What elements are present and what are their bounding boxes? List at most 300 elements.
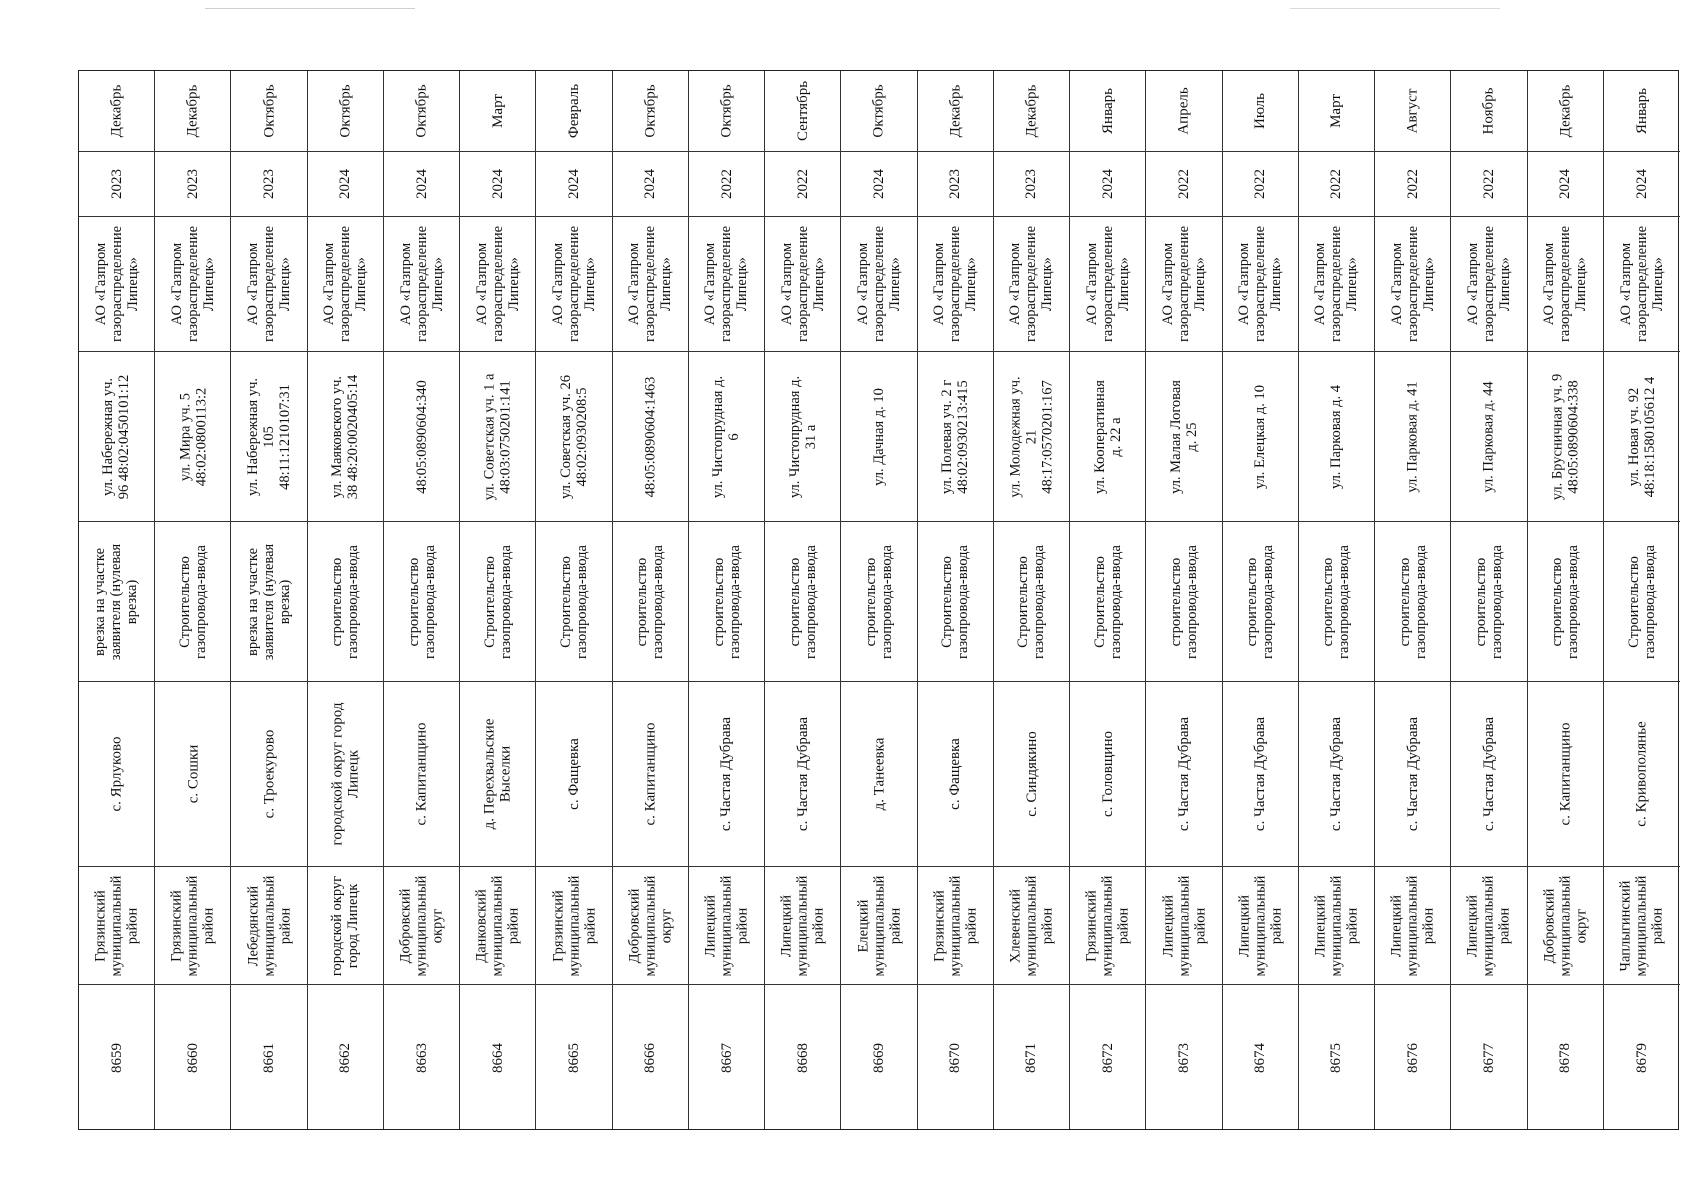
gasification-table (78, 70, 1679, 1130)
cell-year (1451, 151, 1526, 216)
district-text: Данковский муниципальный район (473, 875, 522, 976)
cell-month (79, 71, 154, 151)
cell-work (1604, 521, 1680, 681)
month-text: Октябрь (642, 84, 659, 138)
cell-settlement (1299, 681, 1374, 866)
cell-org (689, 216, 764, 351)
cell-settlement (460, 681, 535, 866)
cell-settlement (689, 681, 764, 866)
cell-address (536, 351, 611, 521)
district-text: Грязинский муниципальный район (931, 875, 980, 976)
year-text: 2024 (566, 169, 583, 199)
cell-address (1223, 351, 1298, 521)
month-text: Декабрь (1557, 84, 1574, 138)
year-text: 2023 (184, 169, 201, 199)
cell-work (1070, 521, 1145, 681)
year-text: 2024 (642, 169, 659, 199)
settlement-text: с. Фащевка (566, 738, 583, 810)
month-text: Сентябрь (794, 80, 811, 142)
district-text: Липецкий муниципальный район (1236, 875, 1285, 976)
num-text: 8673 (1175, 1043, 1192, 1073)
year-text: 2024 (413, 169, 430, 199)
cell-num (308, 984, 383, 1131)
address-text: ул. Елецкая д. 10 (1252, 384, 1269, 489)
table-row (1070, 71, 1146, 1129)
cell-settlement (1451, 681, 1526, 866)
org-text: АО «Газпром газораспределение Липецк» (245, 225, 294, 343)
year-text: 2023 (261, 169, 278, 199)
cell-district (308, 866, 383, 984)
settlement-text: с. Частая Дубрава (1404, 716, 1421, 832)
cell-year (155, 151, 230, 216)
org-text: АО «Газпром газораспределение Липецк» (931, 225, 980, 343)
cell-district (1604, 866, 1680, 984)
cell-settlement (536, 681, 611, 866)
work-text: строительство газопровода-ввода (1244, 544, 1277, 659)
cell-org (1528, 216, 1603, 351)
address-text: ул. Набережная уч. 96 48:02:0450101:12 (100, 374, 133, 499)
address-text: 48:05:0890604:340 (413, 379, 430, 494)
cell-district (994, 866, 1069, 984)
table-row (460, 71, 536, 1129)
cell-year (79, 151, 154, 216)
month-text: Август (1404, 88, 1421, 134)
settlement-text: городской округ город Липецк (329, 702, 362, 846)
org-text: АО «Газпром газораспределение Липецк» (1617, 225, 1666, 343)
month-text: Январь (1099, 88, 1116, 134)
org-text: АО «Газпром газораспределение Липецк» (1083, 225, 1132, 343)
year-text: 2024 (489, 169, 506, 199)
cell-district (1070, 866, 1145, 984)
settlement-text: с. Частая Дубрава (1175, 716, 1192, 832)
year-text: 2022 (1252, 169, 1269, 199)
cell-org (308, 216, 383, 351)
cell-org (155, 216, 230, 351)
settlement-text: д. Перехвальские Выселки (481, 718, 514, 830)
cell-month (1604, 71, 1680, 151)
table-row (155, 71, 231, 1129)
cell-settlement (994, 681, 1069, 866)
cell-org (765, 216, 840, 351)
table-row (1299, 71, 1375, 1129)
cell-district (689, 866, 764, 984)
cell-month (994, 71, 1069, 151)
org-text: АО «Газпром газораспределение Липецк» (778, 225, 827, 343)
num-text: 8662 (337, 1043, 354, 1073)
num-text: 8668 (794, 1043, 811, 1073)
cell-work (460, 521, 535, 681)
cell-work (1451, 521, 1526, 681)
org-text: АО «Газпром газораспределение Липецк» (702, 225, 751, 343)
cell-address (1604, 351, 1680, 521)
table-row (1528, 71, 1604, 1129)
address-text: ул. Чистопрудная д. 31 а (786, 375, 819, 498)
org-text: АО «Газпром газораспределение Липецк» (92, 225, 141, 343)
year-text: 2022 (1480, 169, 1497, 199)
num-text: 8672 (1099, 1043, 1116, 1073)
month-text: Октябрь (718, 84, 735, 138)
settlement-text: с. Сошки (184, 744, 201, 804)
cell-work (994, 521, 1069, 681)
settlement-text: с. Ярлуково (108, 736, 125, 812)
num-text: 8677 (1480, 1043, 1497, 1073)
month-text: Октябрь (870, 84, 887, 138)
cell-num (155, 984, 230, 1131)
cell-work (1146, 521, 1221, 681)
table-row (841, 71, 917, 1129)
table-row (613, 71, 689, 1129)
month-text: Октябрь (261, 84, 278, 138)
cell-org (460, 216, 535, 351)
cell-address (1375, 351, 1450, 521)
year-text: 2022 (1175, 169, 1192, 199)
num-text: 8665 (566, 1043, 583, 1073)
org-text: АО «Газпром газораспределение Липецк» (397, 225, 446, 343)
cell-org (841, 216, 916, 351)
settlement-text: с. Частая Дубрава (1328, 716, 1345, 832)
work-text: строительство газопровода-ввода (710, 544, 743, 659)
num-text: 8661 (261, 1043, 278, 1073)
cell-num (1604, 984, 1680, 1131)
cell-district (918, 866, 993, 984)
table-row (689, 71, 765, 1129)
cell-org (536, 216, 611, 351)
cell-month (1528, 71, 1603, 151)
cell-settlement (841, 681, 916, 866)
org-text: АО «Газпром газораспределение Липецк» (1464, 225, 1513, 343)
num-text: 8667 (718, 1043, 735, 1073)
cell-work (613, 521, 688, 681)
district-text: Липецкий муниципальный район (702, 875, 751, 976)
org-text: АО «Газпром газораспределение Липецк» (626, 225, 675, 343)
address-text: 48:05:0890604:1463 (642, 376, 659, 497)
cell-address (460, 351, 535, 521)
work-text: строительство газопровода-ввода (1320, 544, 1353, 659)
cell-month (841, 71, 916, 151)
cell-settlement (384, 681, 459, 866)
cell-num (1451, 984, 1526, 1131)
num-text: 8676 (1404, 1043, 1421, 1073)
table-row (918, 71, 994, 1129)
table-row (1146, 71, 1222, 1129)
org-text: АО «Газпром газораспределение Липецк» (1312, 225, 1361, 343)
cell-month (1299, 71, 1374, 151)
year-text: 2023 (1023, 169, 1040, 199)
year-text: 2024 (1099, 169, 1116, 199)
cell-num (1070, 984, 1145, 1131)
cell-num (994, 984, 1069, 1131)
cell-district (79, 866, 154, 984)
work-text: строительство газопровода-ввода (863, 544, 895, 659)
cell-address (155, 351, 230, 521)
cell-settlement (918, 681, 993, 866)
num-text: 8664 (489, 1043, 506, 1073)
cell-month (155, 71, 230, 151)
org-text: АО «Газпром газораспределение Липецк» (321, 225, 370, 343)
cell-district (1223, 866, 1298, 984)
cell-num (1146, 984, 1221, 1131)
district-text: Липецкий муниципальный район (1464, 875, 1513, 976)
settlement-text: с. Головщино (1099, 731, 1116, 817)
cell-year (308, 151, 383, 216)
cell-address (1146, 351, 1221, 521)
cell-org (994, 216, 1069, 351)
cell-year (994, 151, 1069, 216)
work-text: строительство газопровода-ввода (634, 544, 667, 659)
cell-address (1528, 351, 1603, 521)
cell-district (536, 866, 611, 984)
settlement-text: с. Частая Дубрава (794, 716, 811, 832)
cell-address (841, 351, 916, 521)
num-text: 8660 (184, 1043, 201, 1073)
cell-month (765, 71, 840, 151)
cell-year (460, 151, 535, 216)
cell-work (231, 521, 306, 681)
table-row (536, 71, 612, 1129)
work-text: Строительство газопровода-ввода (176, 544, 209, 659)
work-text: врезка на участке заявителя (нулевая врезка) (92, 543, 141, 660)
month-text: Июль (1252, 93, 1269, 129)
cell-month (689, 71, 764, 151)
cell-month (536, 71, 611, 151)
month-text: Октябрь (337, 84, 354, 138)
cell-num (613, 984, 688, 1131)
settlement-text: с. Капитанщино (413, 722, 430, 826)
cell-settlement (1146, 681, 1221, 866)
cell-address (1451, 351, 1526, 521)
cell-month (384, 71, 459, 151)
year-text: 2023 (947, 169, 964, 199)
cell-num (384, 984, 459, 1131)
cell-district (1528, 866, 1603, 984)
address-text: ул. Малая Логовая д. 25 (1167, 379, 1200, 494)
cell-district (613, 866, 688, 984)
cell-settlement (1070, 681, 1145, 866)
settlement-text: с. Троекурово (261, 729, 278, 819)
cell-year (1375, 151, 1450, 216)
cell-month (1375, 71, 1450, 151)
cell-num (1223, 984, 1298, 1131)
cell-district (231, 866, 306, 984)
cell-district (460, 866, 535, 984)
settlement-text: д. Танеевка (870, 737, 887, 811)
year-text: 2024 (1633, 169, 1650, 199)
address-text: ул. Молодежная уч. 21 48:17:0570201:167 (1007, 375, 1056, 498)
cell-work (79, 521, 154, 681)
cell-org (1375, 216, 1450, 351)
work-text: Строительство газопровода-ввода (481, 544, 514, 659)
cell-year (384, 151, 459, 216)
work-text: строительство газопровода-ввода (405, 544, 438, 659)
cell-org (1451, 216, 1526, 351)
month-text: Ноябрь (1480, 87, 1497, 135)
work-text: Строительство газопровода-ввода (1091, 544, 1124, 659)
cell-district (1451, 866, 1526, 984)
district-text: Лебедянский муниципальный район (245, 875, 294, 976)
district-text: Липецкий муниципальный район (1312, 875, 1361, 976)
cell-num (231, 984, 306, 1131)
month-text: Январь (1633, 88, 1650, 134)
scan-artifact-line (1290, 8, 1500, 9)
work-text: Строительство газопровода-ввода (939, 544, 972, 659)
cell-num (689, 984, 764, 1131)
district-text: Липецкий муниципальный район (1159, 875, 1208, 976)
address-text: ул. Советская уч. 1 а 48:03:0750201:141 (481, 373, 514, 500)
settlement-text: с. Фащевка (947, 738, 964, 810)
org-text: АО «Газпром газораспределение Липецк» (1388, 225, 1437, 343)
table-row (994, 71, 1070, 1129)
cell-address (765, 351, 840, 521)
cell-settlement (1604, 681, 1680, 866)
num-text: 8671 (1023, 1043, 1040, 1073)
district-text: Липецкий муниципальный район (1388, 875, 1437, 976)
work-text: Строительство газопровода-ввода (558, 544, 591, 659)
cell-year (1070, 151, 1145, 216)
cell-num (1299, 984, 1374, 1131)
year-text: 2022 (718, 169, 735, 199)
cell-district (1146, 866, 1221, 984)
district-text: Грязинский муниципальный район (1083, 875, 1132, 976)
cell-address (1299, 351, 1374, 521)
cell-address (1070, 351, 1145, 521)
cell-month (613, 71, 688, 151)
work-text: строительство газопровода-ввода (329, 544, 362, 659)
year-text: 2022 (1404, 169, 1421, 199)
cell-year (1604, 151, 1680, 216)
cell-month (231, 71, 306, 151)
org-text: АО «Газпром газораспределение Липецк» (550, 225, 599, 343)
cell-work (1375, 521, 1450, 681)
work-text: строительство газопровода-ввода (786, 544, 819, 659)
address-text: ул. Брусничная уч. 9 48:05:0890604:338 (1549, 373, 1582, 500)
table-row (1375, 71, 1451, 1129)
cell-year (765, 151, 840, 216)
year-text: 2022 (1328, 169, 1345, 199)
cell-num (841, 984, 916, 1131)
cell-month (1070, 71, 1145, 151)
work-text: строительство газопровода-ввода (1549, 544, 1582, 659)
cell-work (155, 521, 230, 681)
month-text: Декабрь (947, 84, 964, 138)
address-text: ул. Парковая д. 44 (1480, 380, 1497, 493)
cell-work (1223, 521, 1298, 681)
district-text: Хлевенский муниципальный район (1007, 875, 1056, 976)
cell-district (1375, 866, 1450, 984)
cell-settlement (1528, 681, 1603, 866)
table-row (1223, 71, 1299, 1129)
year-text: 2022 (794, 169, 811, 199)
cell-month (1451, 71, 1526, 151)
table-row (765, 71, 841, 1129)
month-text: Март (489, 94, 506, 128)
cell-settlement (79, 681, 154, 866)
cell-org (384, 216, 459, 351)
cell-work (1299, 521, 1374, 681)
cell-num (1375, 984, 1450, 1131)
org-text: АО «Газпром газораспределение Липецк» (473, 225, 522, 343)
cell-num (1528, 984, 1603, 1131)
cell-work (689, 521, 764, 681)
num-text: 8678 (1557, 1043, 1574, 1073)
cell-month (918, 71, 993, 151)
work-text: врезка на участке заявителя (нулевая врезка) (245, 543, 294, 660)
cell-num (79, 984, 154, 1131)
cell-year (1299, 151, 1374, 216)
settlement-text: с. Частая Дубрава (1252, 716, 1269, 832)
district-text: Елецкий муниципальный район (855, 875, 903, 976)
address-text: ул. Кооперативная д. 22 а (1091, 379, 1124, 494)
cell-num (536, 984, 611, 1131)
cell-address (79, 351, 154, 521)
cell-org (1223, 216, 1298, 351)
cell-district (765, 866, 840, 984)
cell-work (536, 521, 611, 681)
address-text: ул. Маяковского уч. 38 48:20:0020405:14 (329, 374, 362, 499)
cell-org (1070, 216, 1145, 351)
cell-settlement (155, 681, 230, 866)
org-text: АО «Газпром газораспределение Липецк» (1236, 225, 1285, 343)
year-text: 2024 (870, 169, 887, 199)
address-text: ул. Парковая д. 4 (1328, 384, 1345, 489)
cell-year (689, 151, 764, 216)
org-text: АО «Газпром газораспределение Липецк» (1007, 225, 1056, 343)
district-text: Грязинский муниципальный район (92, 875, 141, 976)
cell-year (1223, 151, 1298, 216)
settlement-text: с. Частая Дубрава (718, 716, 735, 832)
settlement-text: с. Капитанщино (1557, 722, 1574, 826)
num-text: 8670 (947, 1043, 964, 1073)
address-text: ул. Новая уч. 92 48:18:1580105612 4 (1625, 376, 1658, 497)
district-text: Липецкий муниципальный район (778, 875, 827, 976)
month-text: Февраль (566, 83, 583, 139)
cell-district (841, 866, 916, 984)
num-text: 8675 (1328, 1043, 1345, 1073)
settlement-text: с. Кривополянье (1633, 721, 1650, 827)
table-row (1451, 71, 1527, 1129)
district-text: Грязинский муниципальный район (168, 875, 217, 976)
cell-year (918, 151, 993, 216)
org-text: АО «Газпром газораспределение Липецк» (1159, 225, 1208, 343)
cell-settlement (613, 681, 688, 866)
month-text: Октябрь (413, 84, 430, 138)
district-text: Добровский муниципальный округ (626, 875, 675, 976)
cell-num (765, 984, 840, 1131)
cell-work (841, 521, 916, 681)
cell-work (308, 521, 383, 681)
cell-org (1604, 216, 1680, 351)
district-text: Чаплыгинский муниципальный район (1617, 875, 1666, 976)
cell-address (231, 351, 306, 521)
cell-settlement (231, 681, 306, 866)
cell-year (231, 151, 306, 216)
district-text: городской округ город Липецк (329, 875, 362, 976)
num-text: 8666 (642, 1043, 659, 1073)
address-text: ул. Мира уч. 5 48:02:0800113:2 (176, 387, 209, 486)
cell-district (384, 866, 459, 984)
cell-org (613, 216, 688, 351)
table-row (231, 71, 307, 1129)
month-text: Март (1328, 94, 1345, 128)
month-text: Декабрь (184, 84, 201, 138)
cell-org (231, 216, 306, 351)
cell-month (308, 71, 383, 151)
org-text: АО «Газпром газораспределение Липецк» (168, 225, 217, 343)
address-text: ул. Набережная уч. 105 48:11:1210107:31 (245, 377, 294, 496)
address-text: ул. Полевая уч. 2 г 48:02:0930213:415 (939, 379, 972, 494)
cell-work (918, 521, 993, 681)
year-text: 2024 (1557, 169, 1574, 199)
work-text: Строительство газопровода-ввода (1015, 544, 1048, 659)
